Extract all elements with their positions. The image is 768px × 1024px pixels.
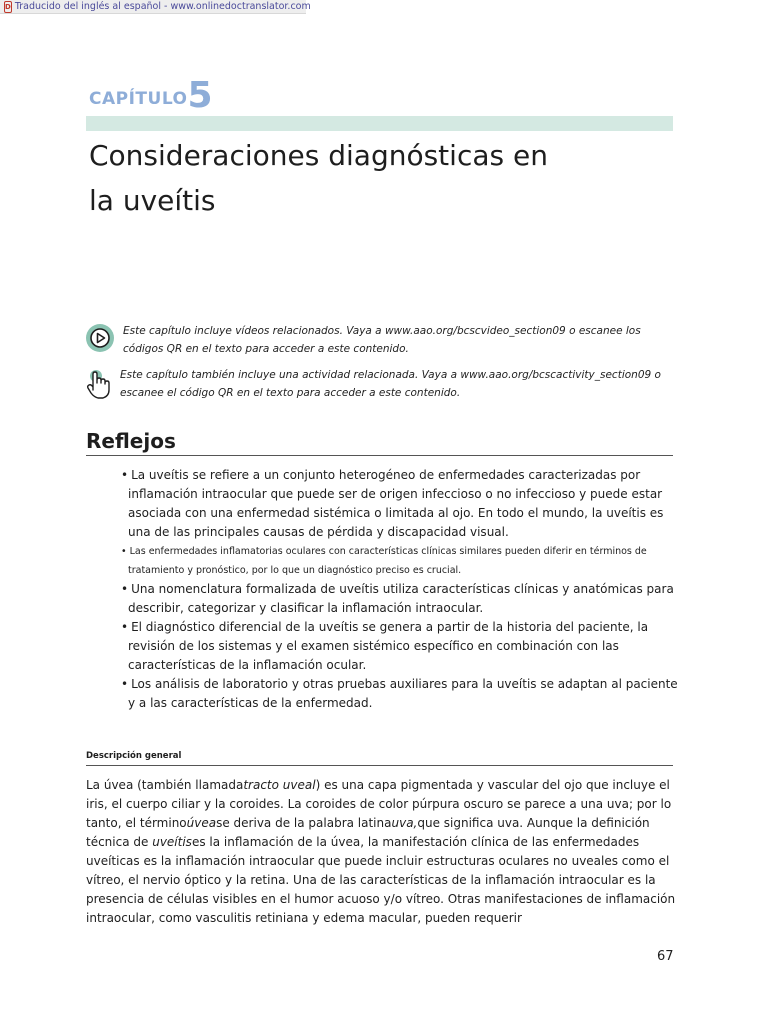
overview-text-1: La úvea (también llamada [86,778,244,792]
highlight-item: • El diagnóstico diferencial de la uveítis se genera a partir de la historia del paciente, la revisión de los sistemas y el examen sistémico específico en combinación con las características de la inflamación ocular. [114,618,680,675]
overview-italic-term: tracto uveal [243,778,316,792]
overview-text-3: se deriva de la palabra latina [216,816,392,830]
chapter-title-line2: la uveítis [89,184,216,217]
chapter-title-line1: Consideraciones diagnósticas en [89,139,548,172]
highlight-item: • La uveítis se refiere a un conjunto heterogéneo de enfermedades caracterizadas por inflamación intraocular que puede ser de origen infeccioso o no infeccioso y puede estar asociada con una enfermedad sistémica o limitada al ojo. En todo el mundo, la uveítis es una de las principales causas de pérdida y discapacidad visual. [114,466,680,542]
overview-italic-term: uveítis [152,835,192,849]
translator-banner-text[interactable]: Traducido del inglés al español - www.onlinedoctranslator.com [14,1,311,12]
activity-note: Este capítulo también incluye una actividad relacionada. Vaya a www.aao.org/bcscactivity_section09 o escanee el código QR en el texto para acceder a este contenido. [120,369,661,399]
page-number: 67 [657,949,674,964]
overview-italic-term: uva, [391,816,418,830]
chapter-title [89,133,649,223]
overview-text-2: ) es una capa pigmentada y vascular del ojo que incluye el iris, el cuerpo ciliar y la coroides. La coroides de color púrpura oscuro se parece a una uva; por lo tanto, el término [86,778,672,830]
highlights-rule [86,455,673,456]
highlights-heading: Reflejos [86,429,176,453]
highlight-item: • Una nomenclatura formalizada de uveítis utiliza características clínicas y anatómicas para describir, categorizar y clasificar la inflamación intraocular. [114,580,680,618]
play-video-icon [86,324,114,352]
overview-heading: Descripción general [86,751,182,761]
chapter-divider-bar [86,116,673,131]
overview-paragraph [86,776,676,928]
overview-text-5: es la inflamación de la úvea, la manifestación clínica de las enfermedades uveíticas es la inflamación intraocular que puede incluir estructuras oculares no uveales como el vítreo, el nervio óptico y la retina. Una de las características de la inflamación intraocular es la presencia de células visibles en el humor acuoso y/o vítreo. Otras manifestaciones de inflamación intraocular, como vasculitis retiniana y edema macular, pueden requerir [86,835,676,925]
video-note: Este capítulo incluye vídeos relacionados. Vaya a www.aao.org/bcscvideo_section09 o escanee los códigos QR en el texto para acceder a este contenido. [123,325,641,355]
overview-rule [86,765,673,766]
highlight-item: • Los análisis de laboratorio y otras pruebas auxiliares para la uveítis se adaptan al paciente y a las características de la enfermedad. [114,675,680,713]
overview-italic-term: úvea [186,816,217,830]
chapter-label [89,72,214,116]
highlights-list [114,466,680,713]
pointing-hand-icon [84,368,114,400]
overview-text-4: que significa uva. Aunque la definición técnica de [86,816,650,849]
chapter-label-text: CAPÍTULO [89,89,188,109]
translator-logo-icon: D [5,2,11,11]
translator-banner[interactable] [0,0,311,14]
chapter-number: 5 [187,75,214,116]
highlight-item: • Las enfermedades inflamatorias oculares con características clínicas similares pueden diferir en términos de tratamiento y pronóstico, por lo que un diagnóstico preciso es crucial. [114,542,680,580]
